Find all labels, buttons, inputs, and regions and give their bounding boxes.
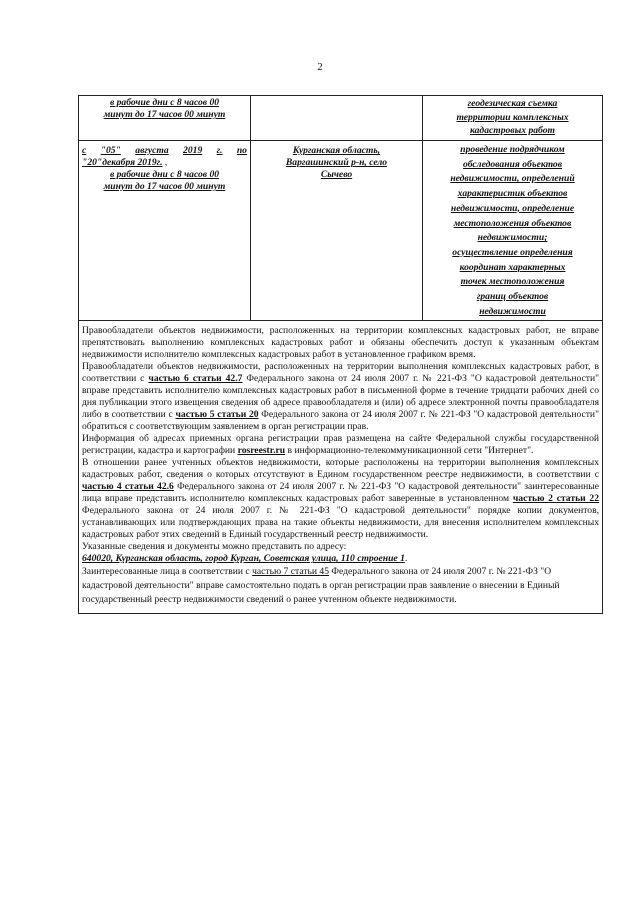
- work-line: координат характерных: [459, 261, 566, 273]
- work-line: недвижимости, определение: [450, 202, 575, 214]
- law-link[interactable]: частью 7 статьи 45: [252, 566, 330, 578]
- law-link[interactable]: частью 4 статьи 42.6: [82, 481, 174, 493]
- work-line: территории комплексных: [456, 111, 569, 123]
- end-date-comma: ,: [162, 157, 168, 168]
- work-line: точек местоположения: [460, 276, 565, 288]
- work-line: осуществление определения: [452, 246, 573, 258]
- notice-row: [79, 321, 603, 613]
- notice-paragraph: Указанные сведения и документы можно представить по адресу:: [82, 541, 347, 553]
- work-line: недвижимости;: [477, 232, 548, 244]
- place-line: Курганская область,: [292, 145, 381, 156]
- law-link[interactable]: частью 5 статьи 20: [175, 409, 259, 421]
- submission-address: 640020, Курганская область, город Курган, Советская улица, 110 строение 1: [82, 553, 405, 565]
- date-word: по: [236, 145, 247, 156]
- date-word: г.: [216, 145, 223, 156]
- schedule-time-line: минут до 17 часов 00 минут: [103, 109, 226, 120]
- work-line: границ объектов: [476, 291, 549, 303]
- work-line: кадастровых работ: [470, 125, 555, 137]
- date-word: августа: [135, 145, 169, 156]
- schedule-table: [78, 95, 603, 614]
- work-line: недвижимости, определений: [450, 173, 575, 185]
- schedule-place-cell: [251, 141, 423, 321]
- date-word: 2019: [183, 145, 203, 156]
- work-line: недвижимости: [479, 305, 546, 317]
- date-word: с: [82, 145, 87, 156]
- notice-paragraph: Правообладатели объектов недвижимости, расположенных на территории выполнения комплексных кадастровых работ, в соответствии с частью 6 статьи 42.7 Федерального закона от 24 июля 2007 г. № 221-ФЗ "О кадастровой деятельности" вправе представить исполнителю комплексных кадастровых работ в письменной форме в течение тридцати рабочих дней со дня публикации этого извещения сведения об адресе правообладателя и (или) об адресе электронной почты правообладателя либо в соответствии с частью 5 статьи 20 Федерального закона от 24 июля 2007 г. № 221-ФЗ "О кадастровой деятельности" обратиться с соответствующим заявлением в орган регистрации прав.: [82, 361, 599, 433]
- address-paragraph: 640020, Курганская область, город Курган, Советская улица, 110 строение 1.: [82, 553, 408, 565]
- schedule-time-cell: [79, 96, 251, 141]
- notice-paragraph: Правообладатели объектов недвижимости, расположенных на территории комплексных кадастровых работ, не вправе препятствовать выполнению комплексных кадастровых работ и обязаны обеспечить доступ к указанным объектам недвижимости исполнителю комплексных кадастровых работ в установленное графиком время.: [82, 325, 599, 361]
- schedule-time-line: в рабочие дни с 8 часов 00: [109, 169, 220, 180]
- notice-paragraph: Заинтересованные лица в соответствии с частью 7 статьи 45 Федерального закона от 24 июля 2007 г. № 221-ФЗ "О кадастровой деятельности" вправе самостоятельно подать в орган регистрации прав заявление о внесении в Единый государственный реестр недвижимости сведений о ранее учтенном объекте недвижимости.: [82, 566, 560, 606]
- place-line: Сычево: [320, 169, 353, 180]
- schedule-time-line: минут до 17 часов 00 минут: [103, 181, 226, 192]
- law-link[interactable]: частью 2 статьи 22: [512, 493, 599, 505]
- work-line: проведение подрядчиком: [460, 144, 565, 155]
- work-line: геодезическая съемка: [467, 98, 558, 109]
- notice-paragraph: В отношении ранее учтенных объектов недвижимости, которые расположены на территории выполнения комплексных кадастровых работ, сведения о которых отсутствуют в Едином государственном реестре недвижимости, в соответствии с частью 4 статьи 42.6 Федерального закона от 24 июля 2007 г. № 221-ФЗ "О кадастровой деятельности" заинтересованные лица вправе представить исполнителю комплексных кадастровых работ заверенные в установленном частью 2 статьи 22 Федерального закона от 24 июля 2007 г. № 221-ФЗ "О кадастровой деятельности" порядке копии документов, устанавливающих или подтверждающих права на такие объекты недвижимости, для внесения исполнителем комплексных кадастровых работ этих сведений в Единый государственный реестр недвижимости.: [82, 457, 599, 541]
- work-line: местоположения объектов: [453, 217, 572, 229]
- schedule-place-cell: [251, 96, 423, 141]
- rosreestr-link[interactable]: rosreestr.ru: [237, 445, 286, 457]
- work-line: обследования объектов: [462, 158, 563, 170]
- schedule-dates-cell: [79, 141, 251, 321]
- schedule-row: [79, 141, 603, 321]
- page-number: 2: [317, 61, 323, 73]
- notice-paragraph: Информация об адресах приемных органа регистрации прав размещена на сайте Федеральной службы государственной регистрации, кадастра и картографии rosreestr.ru в информационно-телекоммуникационной сети "Интернет".: [82, 433, 599, 457]
- end-date: "20"декабря 2019г.: [82, 157, 163, 168]
- date-word: "05": [100, 145, 121, 156]
- notice-cell: [79, 321, 603, 613]
- work-line: характеристик объектов: [457, 188, 568, 200]
- schedule-work-cell: [423, 96, 603, 141]
- schedule-row: [79, 96, 603, 141]
- schedule-work-cell: [423, 141, 603, 321]
- place-line: Варгашинский р-н, село: [285, 157, 388, 168]
- law-link[interactable]: частью 6 статьи 42.7: [148, 373, 243, 385]
- schedule-time-line: в рабочие дни с 8 часов 00: [109, 97, 220, 108]
